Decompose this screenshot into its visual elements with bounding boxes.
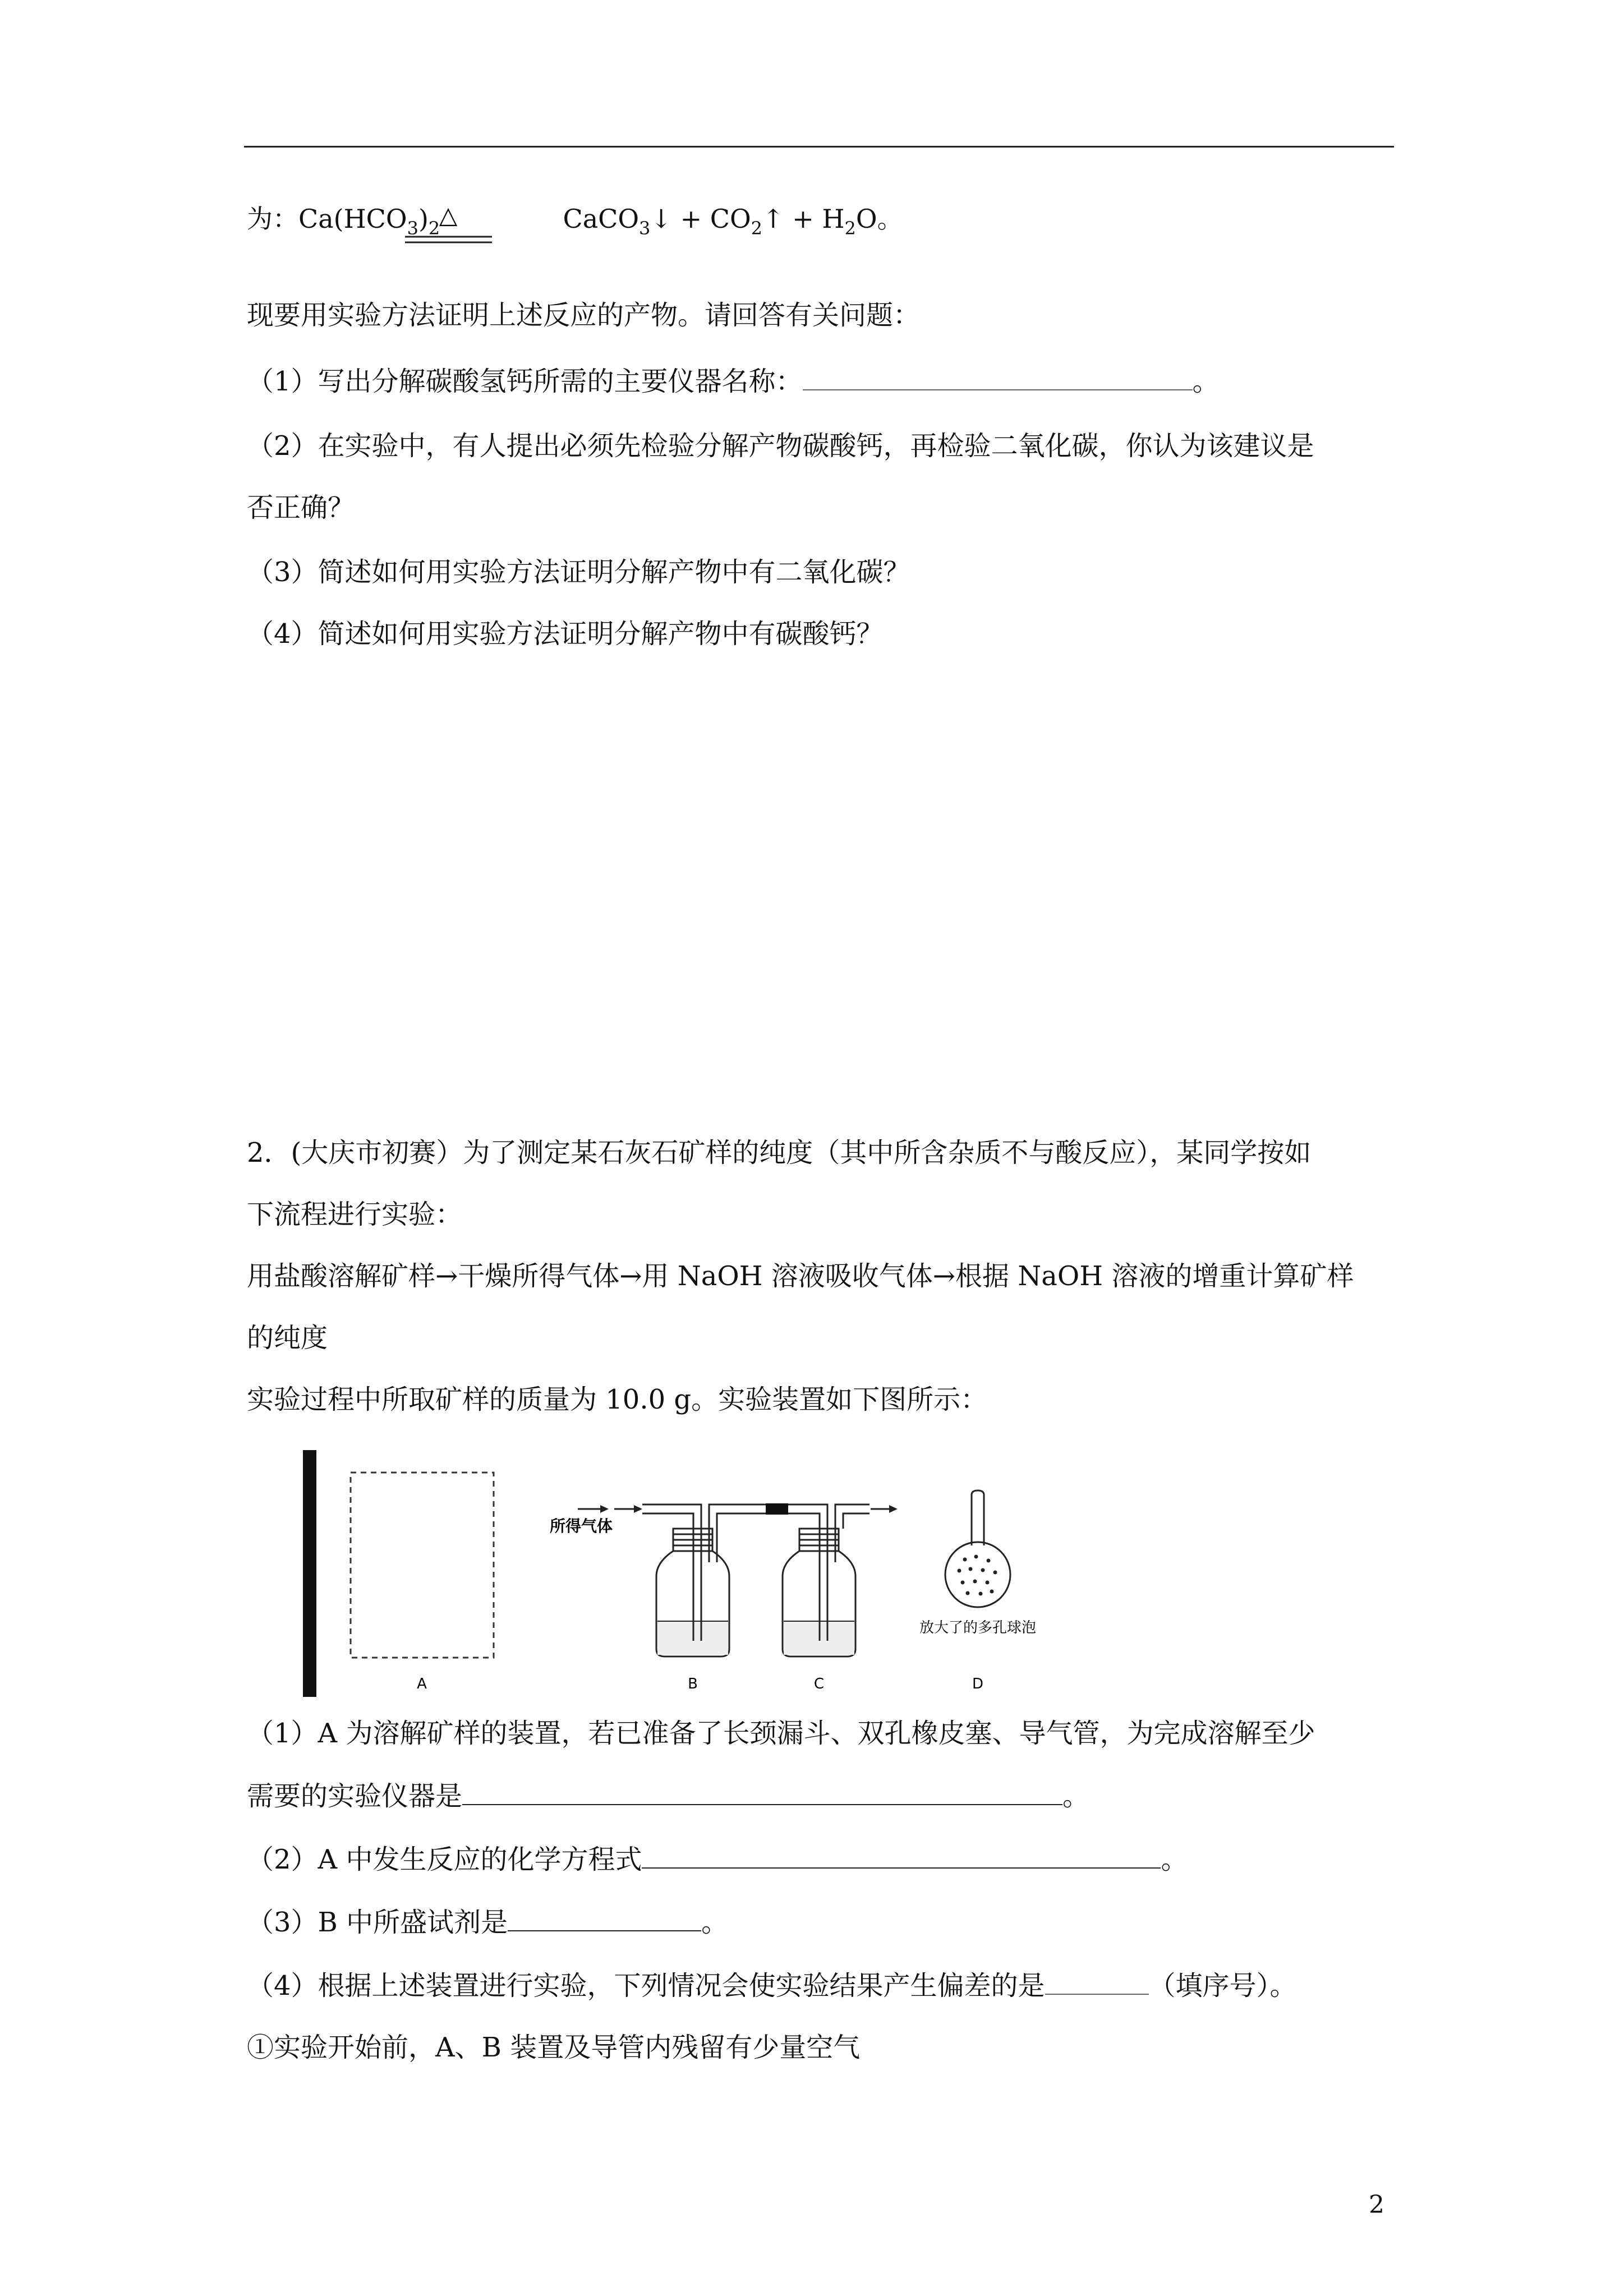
answer-blank-2-3[interactable] <box>508 1906 701 1931</box>
question-2-1-text: 需要的实验仪器是 <box>247 1780 463 1812</box>
rubber-joint <box>766 1503 788 1515</box>
page-number: 2 <box>1369 2191 1384 2219</box>
product-co2-subscript: 2 <box>751 218 763 239</box>
precipitate-arrow: ↓ <box>650 204 672 234</box>
problem-2-line-1: 2．(大庆市初赛）为了测定某石灰石矿样的纯度（其中所含杂质不与酸反应），某同学按如 <box>247 1137 1312 1168</box>
problem-2-line-2: 下流程进行实验： <box>247 1199 463 1230</box>
question-1-4: （4）简述如何用实验方法证明分解产物中有碳酸钙？ <box>247 618 884 650</box>
label-a: A <box>417 1676 427 1692</box>
label-b: B <box>688 1676 698 1692</box>
plus-sign-1: + <box>680 204 702 234</box>
question-2-4-text: （4）根据上述装置进行实验，下列情况会使实验结果产生偏差的是 <box>247 1970 1045 2001</box>
product-caco3-subscript: 3 <box>639 218 651 239</box>
label-d: D <box>972 1676 984 1692</box>
answer-blank-1-1[interactable] <box>803 365 1193 390</box>
bulb-caption: 放大了的多孔球泡 <box>919 1619 1037 1636</box>
answer-blank-2-1[interactable] <box>462 1779 1062 1805</box>
option-1: ①实验开始前，A、B 装置及导管内残留有少量空气 <box>247 2032 861 2063</box>
product-co2: CO <box>710 204 751 234</box>
question-2-3-text: （3）B 中所盛试剂是 <box>247 1907 508 1938</box>
question-1-2-line-2: 否正确？ <box>247 492 355 523</box>
question-2-1-end: 。 <box>1062 1780 1090 1812</box>
problem-2-sample-mass: 实验过程中所取矿样的质量为 10.0 g。实验装置如下图所示： <box>247 1384 988 1415</box>
reactant-subscript-2: 2 <box>428 218 440 239</box>
question-2-4 <box>247 1969 1297 2003</box>
gas-label: 所得气体 <box>550 1517 613 1535</box>
question-1-3: （3）简述如何用实验方法证明分解产物中有二氧化碳？ <box>247 556 910 588</box>
question-1-2-line-1: （2）在实验中，有人提出必须先检验分解产物碳酸钙，再检验二氧化碳，你认为该建议是 <box>247 430 1314 462</box>
reactant: Ca(HCO <box>298 204 407 234</box>
equation-prefix: 为： <box>247 204 298 234</box>
question-1-1-text: （1）写出分解碳酸氢钙所需的主要仪器名称： <box>247 366 803 397</box>
apparatus-a-box <box>351 1473 494 1658</box>
question-2-2-text: （2）A 中发生反应的化学方程式 <box>247 1844 642 1875</box>
reactant-subscript: 3 <box>407 218 418 239</box>
question-1-1 <box>247 365 1220 398</box>
header-rule <box>244 146 1394 148</box>
question-1-1-end: 。 <box>1192 366 1220 397</box>
product-water: H <box>822 204 845 234</box>
answer-blank-2-2[interactable] <box>642 1843 1161 1869</box>
product-caco3: CaCO <box>563 204 640 234</box>
question-2-2-end: 。 <box>1161 1844 1188 1875</box>
apparatus-figure <box>303 1450 1144 1697</box>
plus-sign-2: + <box>792 204 814 234</box>
porous-bulb-d <box>945 1490 1010 1607</box>
heating-condition-sign <box>399 202 498 258</box>
gas-arrow: ↑ <box>762 204 784 234</box>
left-bar <box>303 1450 316 1697</box>
product-water-subscript: 2 <box>844 218 856 239</box>
question-2-1-line-2 <box>247 1779 1089 1813</box>
bottle-c <box>783 1504 869 1657</box>
problem-2-procedure-end: 的纯度 <box>247 1322 328 1354</box>
problem-2-procedure: 用盐酸溶解矿样→干燥所得气体→用 NaOH 溶液吸收气体→根据 NaOH 溶液的增重计算矿样 <box>247 1260 1354 1292</box>
reaction-equation <box>247 202 903 238</box>
label-c: C <box>813 1676 825 1692</box>
question-2-2 <box>247 1843 1188 1876</box>
question-2-4-end: （填序号）。 <box>1148 1970 1297 2001</box>
heat-triangle-icon: △ <box>439 202 458 229</box>
answer-blank-2-4[interactable] <box>1045 1969 1149 1995</box>
question-2-3-end: 。 <box>701 1907 729 1938</box>
reactant-close: ) <box>418 204 429 234</box>
question-2-3 <box>247 1906 728 1939</box>
intro-line: 现要用实验方法证明上述反应的产物。请回答有关问题： <box>247 300 921 331</box>
product-water-tail: O。 <box>855 204 903 234</box>
question-2-1-line-1: （1）A 为溶解矿样的装置，若已准备了长颈漏斗、双孔橡皮塞、导气管，为完成溶解至少 <box>247 1718 1315 1749</box>
